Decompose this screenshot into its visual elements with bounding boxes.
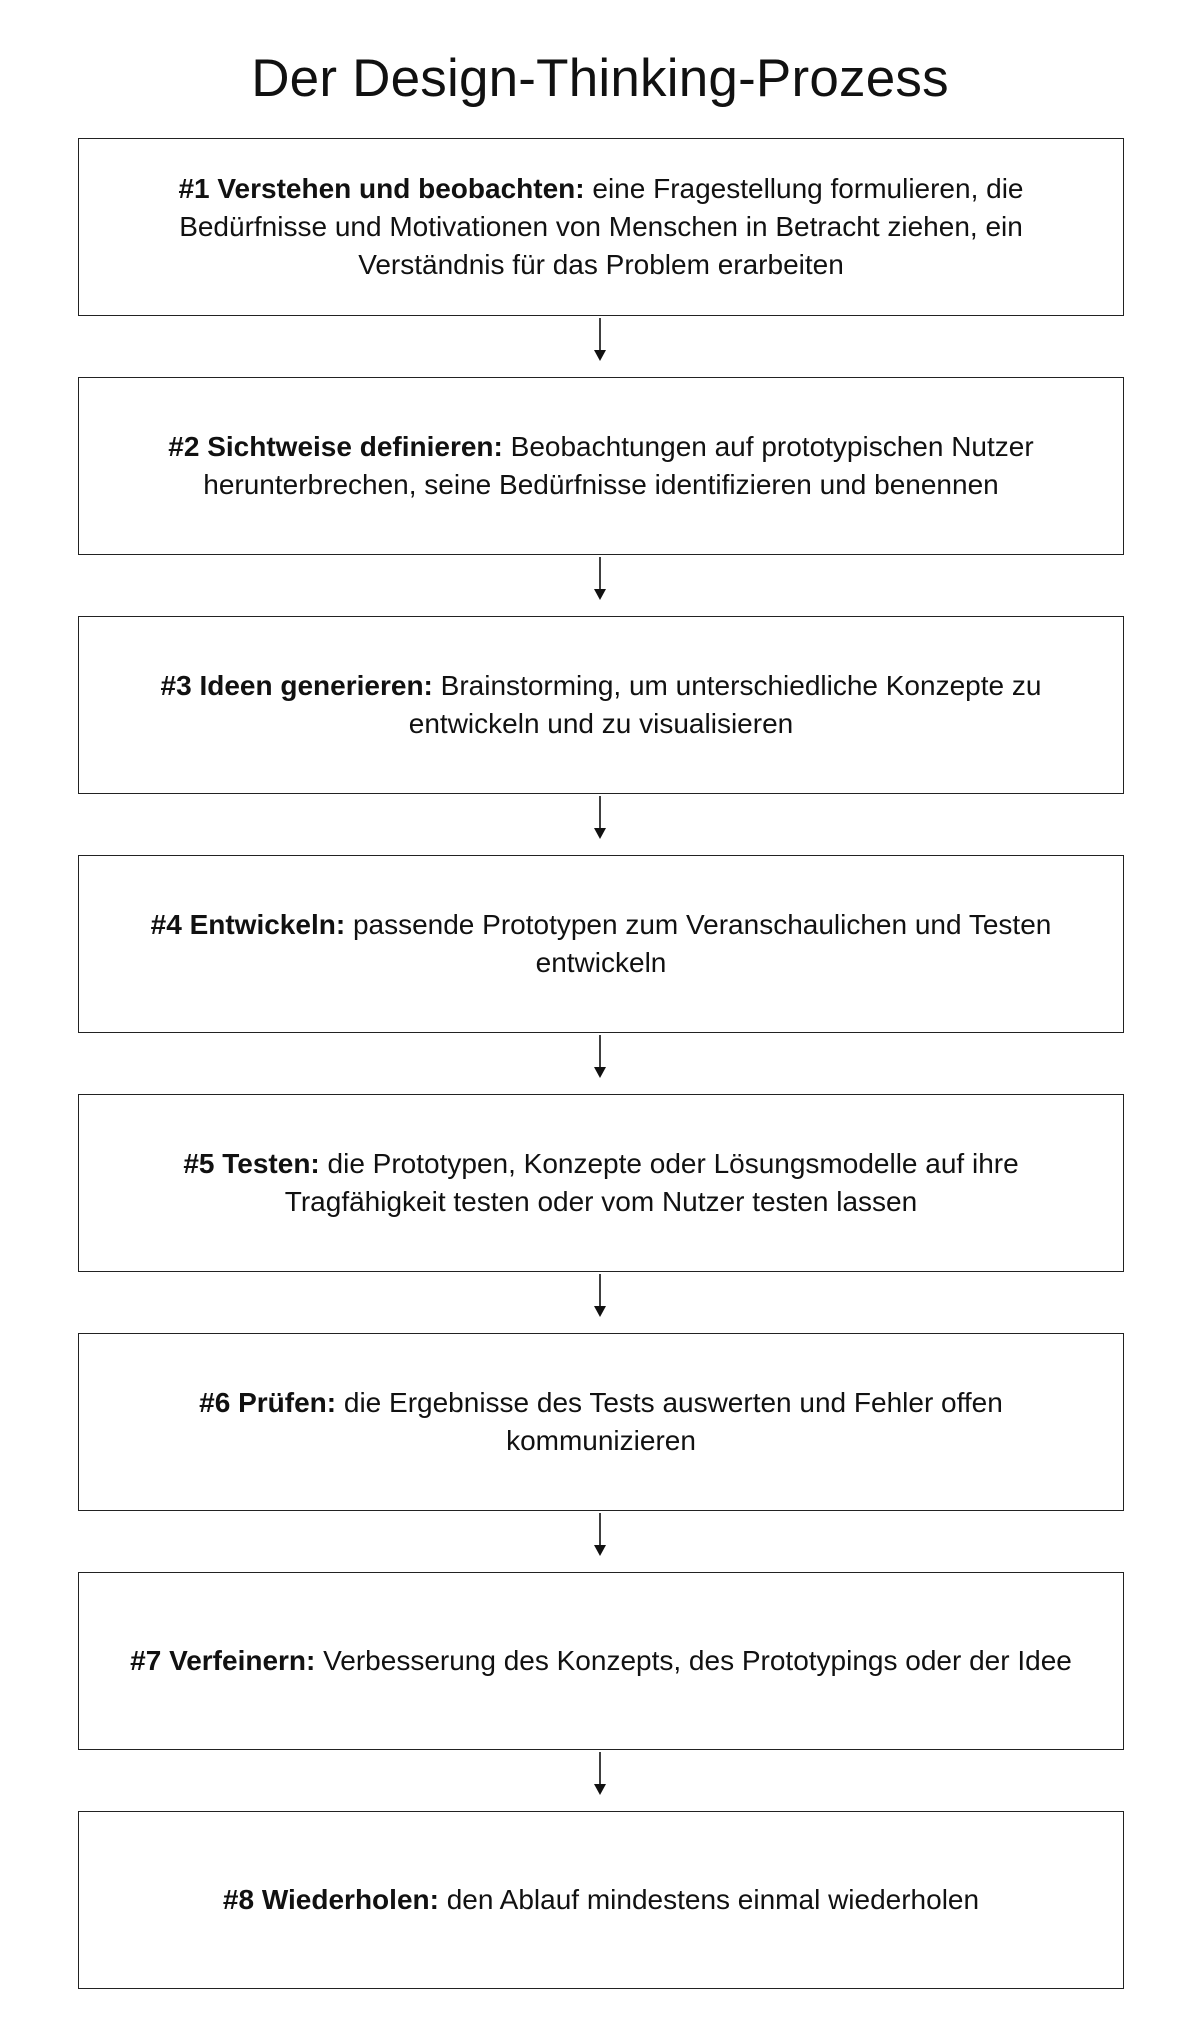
step-text-8: den Ablauf mindestens einmal wiederholen bbox=[446, 1884, 980, 1915]
step-label-8: #8 Wiederholen: bbox=[222, 1884, 439, 1915]
step-label-3: #3 Ideen generieren: bbox=[160, 670, 433, 701]
step-text-7: Verbesserung des Konzepts, des Prototypings oder der Idee bbox=[323, 1645, 1072, 1676]
step-label-1: #1 Verstehen und beobachten: bbox=[178, 173, 585, 204]
arrow-down-icon bbox=[594, 1752, 606, 1796]
step-description-8 bbox=[223, 1881, 979, 1919]
step-label-2: #2 Sichtweise definieren: bbox=[168, 431, 503, 462]
step-box-1 bbox=[78, 138, 1124, 316]
step-box-3 bbox=[78, 616, 1124, 794]
step-box-6 bbox=[78, 1333, 1124, 1511]
arrow-down-icon bbox=[594, 1274, 606, 1318]
step-label-5: #5 Testen: bbox=[183, 1148, 320, 1179]
step-label-4: #4 Entwickeln: bbox=[150, 909, 346, 940]
step-box-4 bbox=[78, 855, 1124, 1033]
step-label-6: #6 Prüfen: bbox=[199, 1387, 337, 1418]
step-text-6: die Ergebnisse des Tests auswerten und Fehler offen kommunizieren bbox=[343, 1387, 1003, 1456]
step-label-7: #7 Verfeinern: bbox=[130, 1645, 316, 1676]
step-description-1 bbox=[121, 170, 1081, 284]
step-box-2 bbox=[78, 377, 1124, 555]
step-text-1: eine Fragestellung formulieren, die Bedürfnisse und Motivationen von Menschen in Betracht ziehen, ein Verständnis für das Problem erarbeiten bbox=[179, 173, 1024, 280]
step-description-5 bbox=[121, 1145, 1081, 1221]
arrow-down-icon bbox=[594, 318, 606, 362]
arrow-down-icon bbox=[594, 1035, 606, 1079]
step-description-6 bbox=[121, 1384, 1081, 1460]
step-description-4 bbox=[121, 906, 1081, 982]
step-text-3: Brainstorming, um unterschiedliche Konzepte zu entwickeln und zu visualisieren bbox=[408, 670, 1042, 739]
step-box-8 bbox=[78, 1811, 1124, 1989]
step-box-5 bbox=[78, 1094, 1124, 1272]
arrow-down-icon bbox=[594, 796, 606, 840]
step-box-7 bbox=[78, 1572, 1124, 1750]
step-description-3 bbox=[121, 667, 1081, 743]
step-description-7 bbox=[130, 1642, 1072, 1680]
step-text-5: die Prototypen, Konzepte oder Lösungsmodelle auf ihre Tragfähigkeit testen oder vom Nutzer testen lassen bbox=[284, 1148, 1019, 1217]
arrow-down-icon bbox=[594, 557, 606, 601]
step-description-2 bbox=[121, 428, 1081, 504]
diagram-title: Der Design-Thinking-Prozess bbox=[251, 49, 949, 108]
step-text-4: passende Prototypen zum Veranschaulichen und Testen entwickeln bbox=[352, 909, 1052, 978]
step-text-2: Beobachtungen auf prototypischen Nutzer herunterbrechen, seine Bedürfnisse identifizieren und benennen bbox=[203, 431, 1034, 500]
arrow-down-icon bbox=[594, 1513, 606, 1557]
